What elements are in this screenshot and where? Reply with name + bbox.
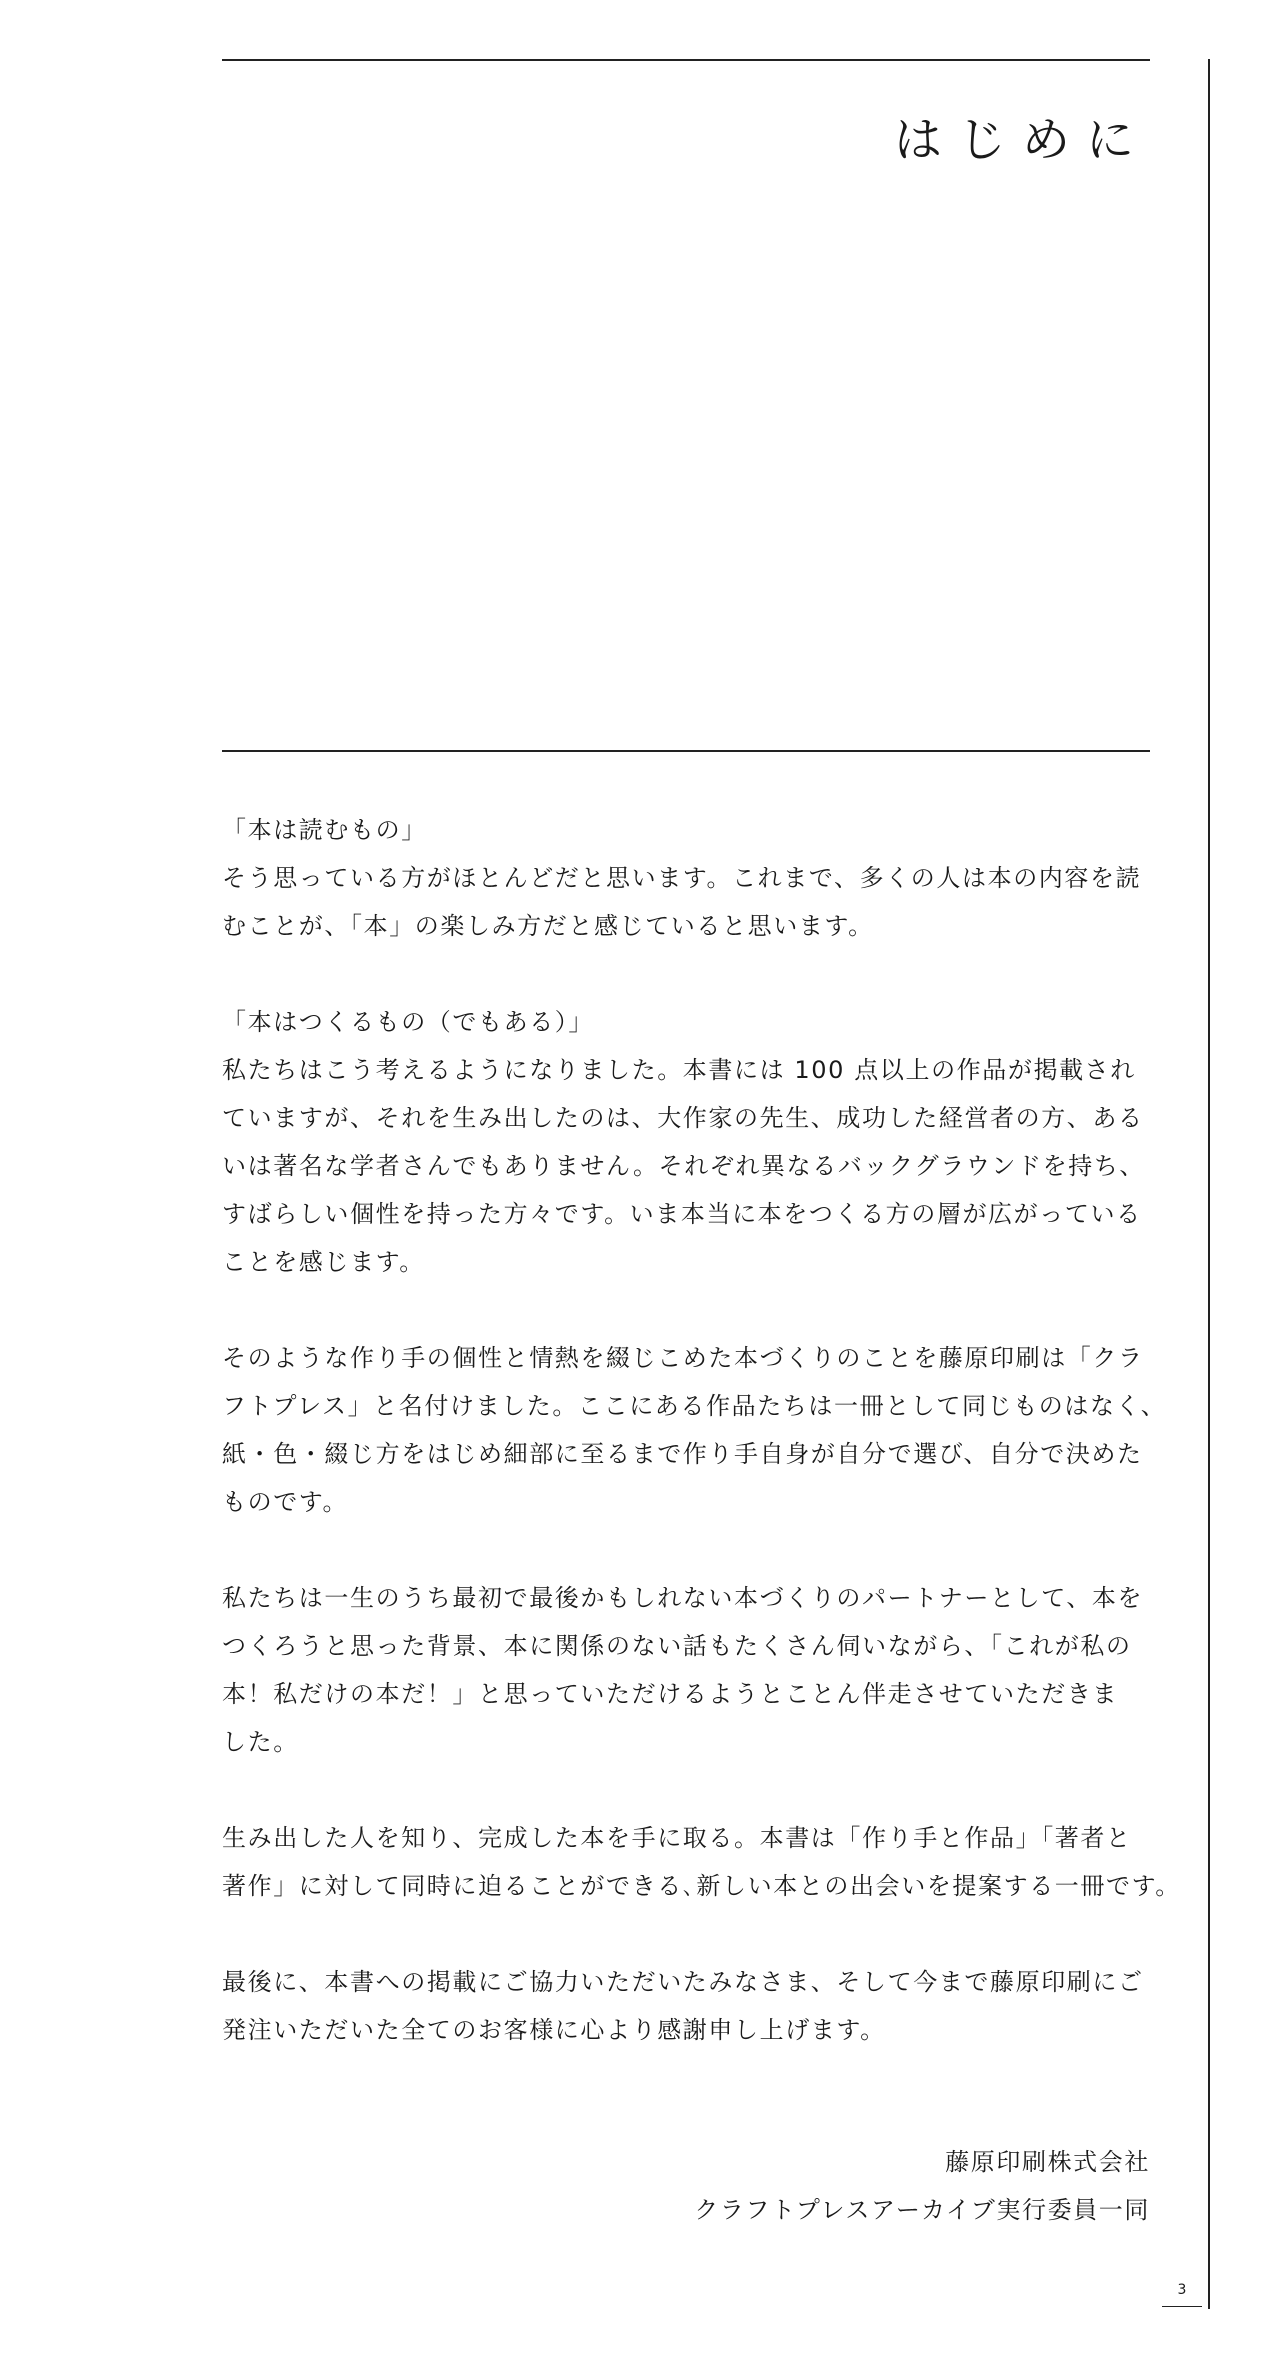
- body-line: つくろうと思った背景、本に関係のない話もたくさん伺いながら、「これが私の: [222, 1632, 1132, 1660]
- body-line: ていますが、それを生み出したのは、大作家の先生、成功した経営者の方、ある: [222, 1104, 1144, 1132]
- side-rule: [1208, 59, 1210, 2309]
- body-text: [222, 806, 1181, 2102]
- body-paragraph: [222, 1958, 1172, 2054]
- body-line: 紙・色・綴じ方をはじめ細部に至るまで作り手自身が自分で選び、自分で決めた: [222, 1440, 1143, 1468]
- signature-committee: クラフトプレスアーカイブ実行委員一同: [694, 2196, 1150, 2224]
- body-line: 生み出した人を知り、完成した本を手に取る。本書は「作り手と作品」「著者と: [222, 1824, 1132, 1852]
- page-number-rule: [1162, 2306, 1202, 2307]
- body-line: すばらしい個性を持った方々です。いま本当に本をつくる方の層が広がっている: [222, 1200, 1142, 1228]
- body-paragraph: [222, 1814, 1181, 1910]
- body-line: フトプレス」と名付けました。ここにある作品たちは一冊として同じものはなく、: [222, 1392, 1167, 1420]
- top-rule: [222, 59, 1150, 61]
- body-line: ものです。: [222, 1488, 349, 1516]
- signature: [694, 2138, 1150, 2234]
- section-rule: [222, 750, 1150, 752]
- signature-company: 藤原印刷株式会社: [945, 2148, 1150, 2176]
- body-line: 著作」に対して同時に迫ることができる､新しい本との出会いを提案する一冊です。: [222, 1872, 1181, 1900]
- body-line: 私たちは一生のうち最初で最後かもしれない本づくりのパートナーとして、本を: [222, 1584, 1144, 1612]
- body-paragraph: [222, 1574, 1172, 1766]
- body-line: 発注いただいた全てのお客様に心より感謝申し上げます。: [222, 2016, 886, 2044]
- body-paragraph: [222, 806, 1172, 950]
- page-title: はじめに: [893, 112, 1150, 168]
- body-line: 本！私だけの本だ！」と思っていただけるようとことん伴走させていただきま: [222, 1680, 1118, 1708]
- body-line: 「本は読むもの」: [222, 816, 427, 844]
- body-line: そのような作り手の個性と情熱を綴じこめた本づくりのことを藤原印刷は「クラ: [222, 1344, 1144, 1372]
- body-line: むことが、「本」の楽しみ方だと感じていると思います。: [222, 912, 874, 940]
- body-paragraph: [222, 1334, 1172, 1526]
- body-line: 私たちはこう考えるようになりました。本書には 100 点以上の作品が掲載され: [222, 1056, 1136, 1084]
- body-line: 「本はつくるもの（でもある）」: [222, 1008, 594, 1036]
- body-line: いは著名な学者さんでもありません。それぞれ異なるバックグラウンドを持ち、: [222, 1152, 1146, 1180]
- body-line: した。: [222, 1728, 299, 1756]
- body-line: 最後に、本書への掲載にご協力いただいたみなさま、そして今まで藤原印刷にご: [222, 1968, 1144, 1996]
- body-line: ことを感じます。: [222, 1248, 425, 1276]
- body-line: そう思っている方がほとんどだと思います。これまで、多くの人は本の内容を読: [222, 864, 1142, 892]
- body-paragraph: [222, 998, 1172, 1286]
- page-number: 3: [1177, 2282, 1187, 2298]
